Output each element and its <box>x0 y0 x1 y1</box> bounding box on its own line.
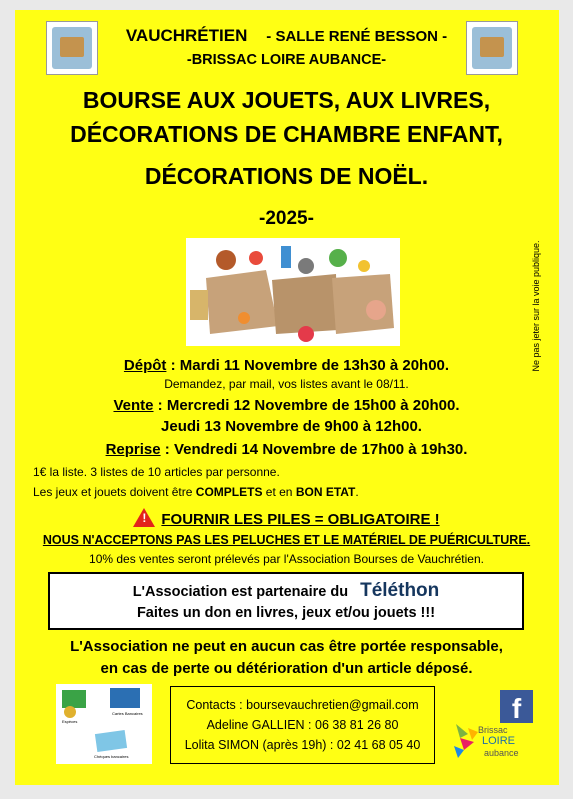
rules-line-2 <box>33 485 359 499</box>
title-line-2: DÉCORATIONS DE CHAMBRE ENFANT, <box>70 121 503 147</box>
pay-card-label: Cartes Bancaires <box>112 711 143 716</box>
batteries-text: FOURNIR LES PILES = OBLIGATOIRE ! <box>161 511 440 528</box>
header-location <box>0 26 573 46</box>
partner-line-2: Faites un don en livres, jeux et/ou jouets !!! <box>136 605 436 621</box>
contact-phone-2: Lolita SIMON (après 19h) : 02 41 68 05 40 <box>184 738 421 752</box>
facebook-icon[interactable]: f <box>500 690 533 723</box>
vente-label: Vente <box>113 397 154 414</box>
vente-text: : Mercredi 12 Novembre de 15h00 à 20h00. <box>153 397 460 414</box>
partner-text: L'Association est partenaire du <box>132 584 349 600</box>
header-commune: -BRISSAC LOIRE AUBANCE- <box>186 52 387 68</box>
reprise-text: : Vendredi 14 Novembre de 17h00 à 19h30. <box>160 441 468 458</box>
depot-label: Dépôt <box>123 357 167 374</box>
telethon-partner-box <box>48 572 524 630</box>
brissac-word: Brissac <box>478 725 508 735</box>
header-hall: - SALLE RENÉ BESSON - <box>266 28 448 45</box>
rules-bon-etat: BON ETAT <box>295 485 356 499</box>
batteries-warning <box>0 508 573 528</box>
reprise-line <box>0 441 573 458</box>
payment-methods-image <box>56 684 152 764</box>
vente-line <box>0 397 573 414</box>
partner-line-1 <box>50 580 522 602</box>
depot-line <box>0 357 573 374</box>
aubance-word: aubance <box>484 748 519 758</box>
telethon-logo: Téléthon <box>360 580 440 601</box>
rules-line-2c: et en <box>262 485 296 499</box>
rules-line-1: 1€ la liste. 3 listes de 10 articles par personne. <box>33 465 280 479</box>
pay-cheque-label: Chèques bancaires <box>94 754 129 759</box>
title-line-1: BOURSE AUX JOUETS, AUX LIVRES, <box>82 87 491 113</box>
pay-cash-label: Espèces <box>62 719 78 724</box>
contact-phone-1: Adeline GALLIEN : 06 38 81 26 80 <box>206 718 399 732</box>
rules-line-2a: Les jeux et jouets doivent être <box>33 485 196 499</box>
percent-line: 10% des ventes seront prélevés par l'Association Bourses de Vauchrétien. <box>89 552 484 566</box>
toys-boxes-image <box>186 238 400 346</box>
disclaimer-line-1: L'Association ne peut en aucun cas être portée responsable, <box>70 638 503 655</box>
rules-complets: COMPLETS <box>195 485 263 499</box>
depot-note: Demandez, par mail, vos listes avant le 08/11. <box>164 377 409 391</box>
disclaimer-line-2: en cas de perte ou détérioration d'un article déposé. <box>100 660 473 677</box>
header-town: VAUCHRÉTIEN <box>125 26 248 45</box>
depot-text: : Mardi 11 Novembre de 13h30 à 20h00. <box>166 357 450 374</box>
not-accepted-line <box>0 533 573 547</box>
reprise-label: Reprise <box>105 441 161 458</box>
vente-line-2: Jeudi 13 Novembre de 9h00 à 12h00. <box>161 418 422 435</box>
event-year: -2025- <box>259 208 314 229</box>
contacts-box <box>170 686 435 764</box>
contact-email[interactable]: Contacts : boursevauchretien@gmail.com <box>186 698 419 712</box>
warning-icon <box>133 508 155 527</box>
title-line-3: DÉCORATIONS DE NOËL. <box>144 163 429 189</box>
not-accepted-text: NOUS N'ACCEPTONS PAS LES PELUCHES ET LE MATÉRIEL DE PUÉRICULTURE. <box>42 533 531 547</box>
loire-word: LOIRE <box>482 735 516 747</box>
brissac-loire-aubance-logo <box>450 710 522 768</box>
rules-line-2e: . <box>355 485 359 499</box>
side-note: Ne pas jeter sur la voie publique. <box>531 240 541 372</box>
